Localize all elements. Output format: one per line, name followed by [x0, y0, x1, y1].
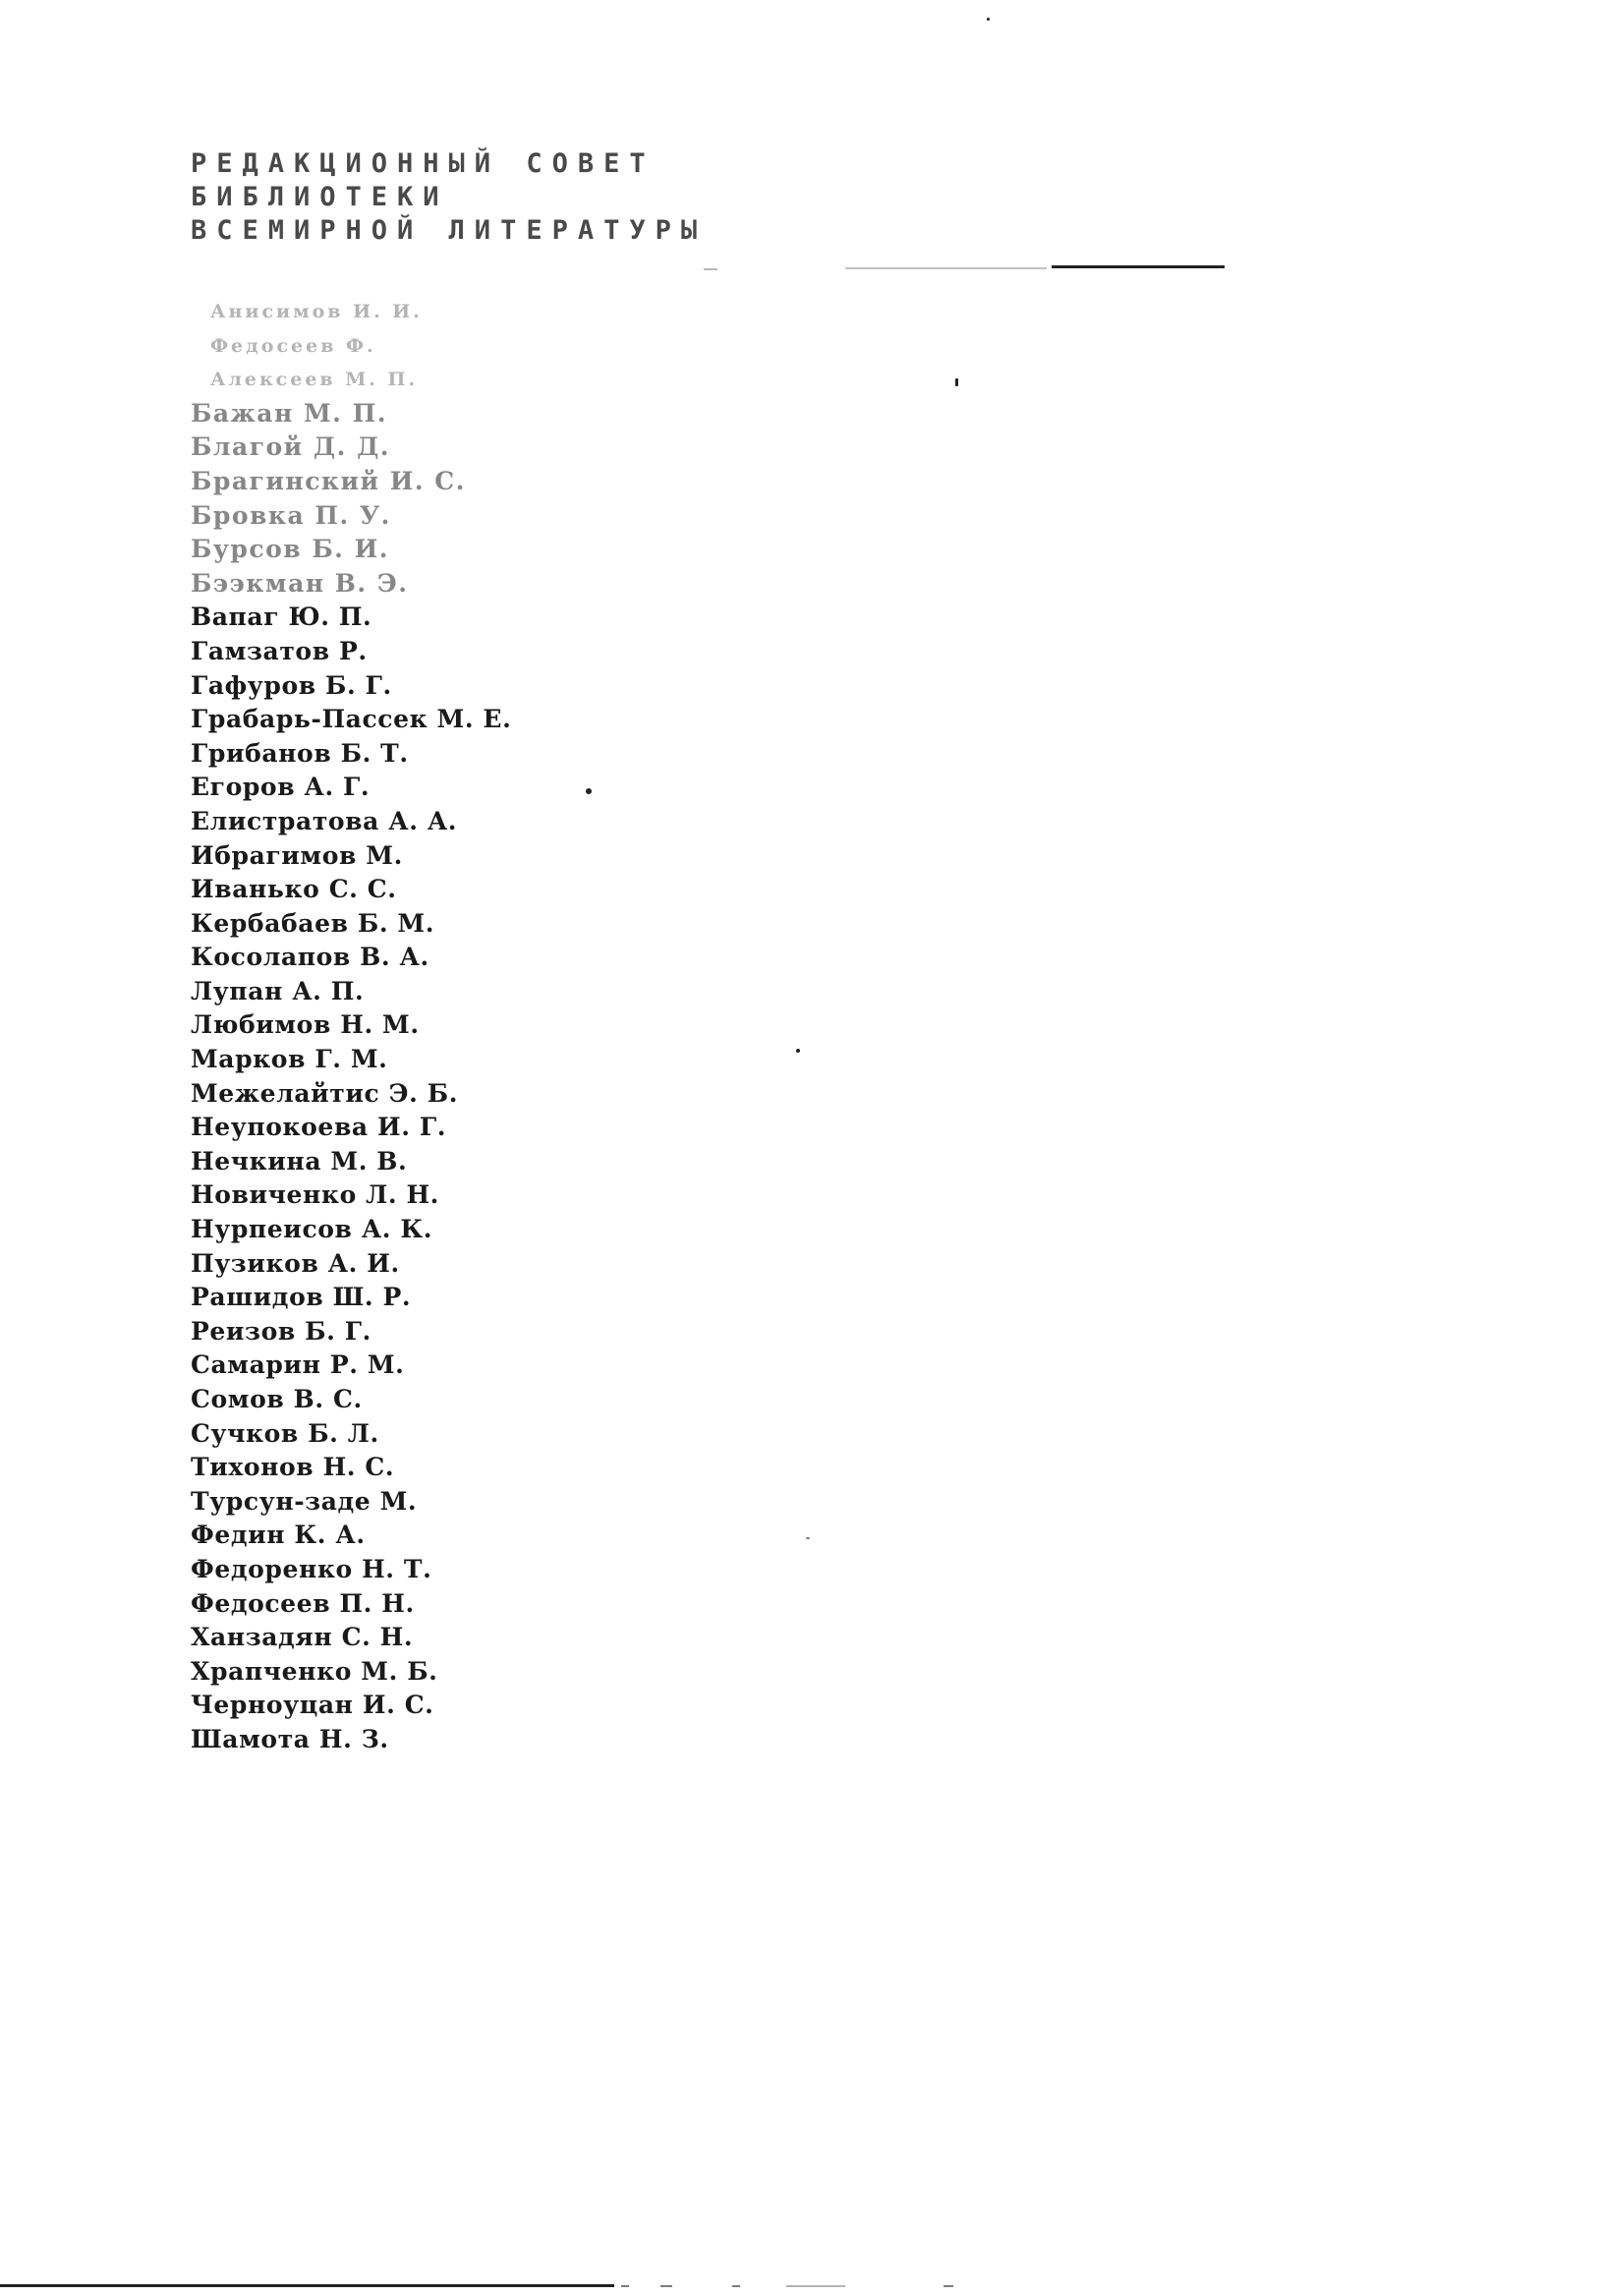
member-name: Межелайтис Э. Б.	[191, 1078, 459, 1108]
member-name: Федин К. А.	[191, 1521, 366, 1550]
editorial-board-heading	[191, 147, 707, 248]
top-rule-faint	[845, 267, 1047, 269]
member-name: Сучков Б. Л.	[191, 1418, 379, 1448]
member-name: Гамзатов Р.	[191, 636, 368, 665]
member-name: Брагинский И. С.	[191, 466, 466, 495]
member-name: Черноуцан И. С.	[191, 1691, 434, 1720]
heading-line-3: ВСЕМИРНОЙ ЛИТЕРАТУРЫ	[191, 215, 708, 246]
member-name: Вапаг Ю. П.	[191, 603, 372, 632]
member-name: Кербабаев Б. М.	[191, 908, 435, 938]
scan-speck	[586, 788, 592, 794]
member-name: Бээкман В. Э.	[191, 568, 409, 598]
member-name: Егоров А. Г.	[191, 773, 371, 802]
member-name: Иванько С. С.	[191, 875, 397, 904]
member-name: Грибанов Б. Т.	[191, 738, 409, 768]
scan-speck	[955, 378, 958, 386]
member-name: Реизов Б. Г.	[191, 1316, 372, 1346]
member-name: Бровка П. У.	[191, 500, 391, 530]
top-rule	[1052, 265, 1225, 268]
bottom-rule-fragment	[943, 2285, 953, 2287]
bottom-rule-fragment	[786, 2285, 845, 2287]
scan-speck	[987, 18, 990, 21]
member-name: Нурпеисов А. К.	[191, 1215, 433, 1244]
bottom-rule-fragment	[660, 2285, 672, 2287]
member-name: Неупокоева И. Г.	[191, 1113, 447, 1142]
members-list	[191, 295, 511, 1757]
heading-line-2: БИБЛИОТЕКИ	[191, 182, 449, 212]
member-name: Федоренко Н. Т.	[191, 1554, 432, 1583]
heading-line-1: РЕДАКЦИОННЫЙ СОВЕТ	[191, 148, 656, 179]
member-name: Бурсов Б. И.	[191, 535, 389, 564]
member-name: Сомов В. С.	[191, 1385, 363, 1413]
member-name: Бажан М. П.	[191, 398, 387, 428]
scan-speck	[806, 1537, 810, 1539]
member-name: Гафуров Б. Г.	[191, 670, 392, 700]
member-name: Храпченко М. Б.	[191, 1656, 438, 1686]
member-name: Косолапов В. А.	[191, 943, 429, 972]
member-name: Рашидов Ш. Р.	[191, 1283, 412, 1312]
member-name: Грабарь-Пассек М. Е.	[191, 705, 512, 734]
member-name: Любимов Н. М.	[191, 1010, 420, 1040]
member-name: Турсун-заде М.	[191, 1486, 418, 1516]
member-name: Шамота Н. З.	[191, 1724, 389, 1753]
top-rule-fragment	[704, 268, 717, 270]
scan-speck	[796, 1049, 800, 1053]
member-name: Благой Д. Д.	[191, 432, 390, 462]
member-name: Федосеев П. Н.	[191, 1588, 415, 1618]
bottom-rule-fragment	[732, 2285, 740, 2287]
bottom-rule	[0, 2284, 614, 2287]
member-name: Тихонов Н. С.	[191, 1453, 395, 1482]
member-name: Анисимов И. И.	[210, 301, 423, 322]
member-name: Алексеев М. П.	[210, 369, 419, 391]
member-name: Марков Г. М.	[191, 1045, 388, 1074]
member-name: Самарин Р. М.	[191, 1350, 405, 1380]
member-name: Ибрагимов М.	[191, 840, 403, 870]
member-name: Новиченко Л. Н.	[191, 1180, 439, 1210]
member-name: Лупан А. П.	[191, 976, 365, 1005]
member-name: Елистратова А. А.	[191, 806, 458, 835]
member-name: Нечкина М. В.	[191, 1146, 408, 1176]
member-name: Пузиков А. И.	[191, 1248, 400, 1278]
member-name: Ханзадян С. Н.	[191, 1623, 414, 1652]
bottom-rule-fragment	[621, 2285, 629, 2287]
member-name: Федосеев Ф.	[210, 334, 376, 357]
